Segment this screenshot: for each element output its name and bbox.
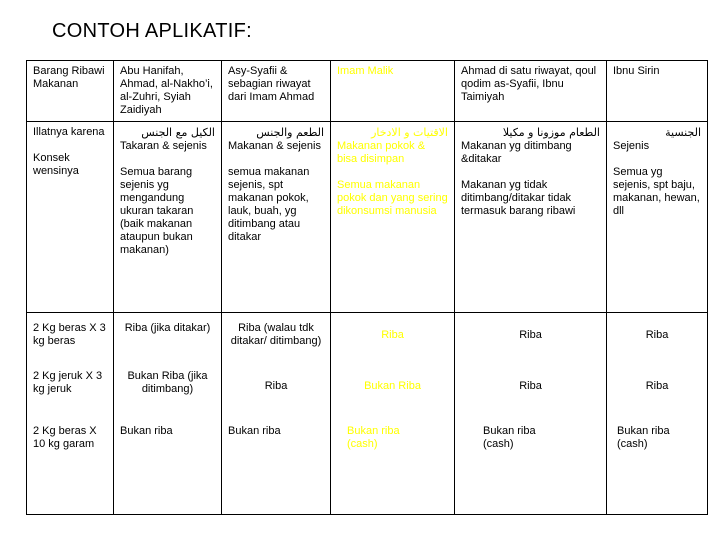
cell-example-col2 — [222, 313, 331, 515]
arabic-term: الطعام موزونا و مكيلا — [502, 126, 600, 139]
ruling-text: Riba (walau tdk ditakar/ ditimbang) — [230, 322, 322, 347]
label-konsekwensi: Konsek wensinya — [33, 152, 79, 177]
cell-example-labels — [27, 313, 114, 515]
cell-imam-malik: Imam Malik — [331, 61, 455, 122]
table-row-illat — [27, 122, 708, 313]
ruling-text: Riba (jika ditakar) — [124, 322, 211, 334]
cell-example-col4 — [455, 313, 607, 515]
illat-text: Sejenis — [613, 140, 650, 152]
cell-ibnu-sirin: Ibnu Sirin — [607, 61, 708, 122]
cell-illat-col4 — [455, 122, 607, 313]
konsek-text: Makanan yg tidak ditimbang/ditakar tidak termasuk barang ribawi — [461, 179, 576, 217]
ruling-text: Riba — [519, 329, 542, 341]
cell-example-col3 — [331, 313, 455, 515]
illat-text: Makanan pokok & bisa disimpan — [337, 140, 426, 165]
ruling-text: Bukan riba (cash) — [347, 425, 400, 450]
cell-illat-col5 — [607, 122, 708, 313]
example-label: 2 Kg jeruk X 3 kg jeruk — [33, 370, 103, 395]
ruling-text: Riba — [264, 380, 288, 392]
cell-illat-col2 — [222, 122, 331, 313]
label-illat: Illatnya karena — [33, 126, 105, 138]
ruling-text: Riba — [381, 329, 404, 341]
page-title: CONTOH APLIKATIF: — [52, 20, 252, 42]
illat-text: Makanan & sejenis — [228, 140, 321, 152]
ruling-text: Bukan riba (cash) — [617, 425, 670, 450]
example-label: 2 Kg beras X 10 kg garam — [33, 425, 97, 450]
arabic-term: الكيل مع الجنس — [141, 126, 215, 139]
konsek-text: Semua yg sejenis, spt baju, makanan, hewan, dll — [613, 166, 700, 217]
cell-illat-labels — [27, 122, 114, 313]
konsek-text: Semua barang sejenis yg mengandung ukuran takaran (baik makanan ataupun bukan makanan) — [120, 166, 194, 256]
cell-illat-col3 — [331, 122, 455, 313]
konsek-text: Semua makanan pokok dan yang sering dikonsumsi manusia — [337, 179, 448, 217]
cell-barang-ribawi: Barang Ribawi Makanan — [27, 61, 114, 122]
cell-example-col5 — [607, 313, 708, 515]
illat-text: Takaran & sejenis — [120, 140, 207, 152]
ruling-text: Riba — [645, 380, 669, 392]
table-row-examples — [27, 313, 708, 515]
arabic-term: الطعم والجنس — [256, 126, 324, 139]
ruling-text: Riba — [519, 380, 542, 392]
konsek-text: semua makanan sejenis, spt makanan pokok, lauk, buah, yg ditimbang atau ditakar — [228, 166, 310, 243]
cell-asy-syafii: Asy-Syafii & sebagian riwayat dari Imam Ahmad — [222, 61, 331, 122]
arabic-term: الجنسية — [665, 126, 701, 139]
example-label: 2 Kg beras X 3 kg beras — [33, 322, 106, 347]
cell-ahmad: Ahmad di satu riwayat, qoul qodim as-Syafii, Ibnu Taimiyah — [455, 61, 607, 122]
cell-illat-col1 — [114, 122, 222, 313]
ruling-text: Bukan Riba — [364, 380, 421, 392]
ruling-text: Bukan Riba (jika ditimbang) — [127, 370, 208, 395]
ruling-text: Bukan riba — [120, 425, 173, 437]
riba-comparison-table — [26, 60, 708, 515]
arabic-term: الاقتيات و الادخار — [371, 126, 448, 139]
ruling-text: Bukan riba — [228, 425, 281, 437]
illat-text: Makanan yg ditimbang &ditakar — [461, 140, 572, 165]
ruling-text: Bukan riba (cash) — [483, 425, 536, 450]
ruling-text: Riba — [645, 329, 669, 341]
cell-example-col1 — [114, 313, 222, 515]
cell-abu-hanifah: Abu Hanifah, Ahmad, al-Nakho’i, al-Zuhri, Syiah Zaidiyah — [114, 61, 222, 122]
table-row-scholars — [27, 61, 708, 122]
